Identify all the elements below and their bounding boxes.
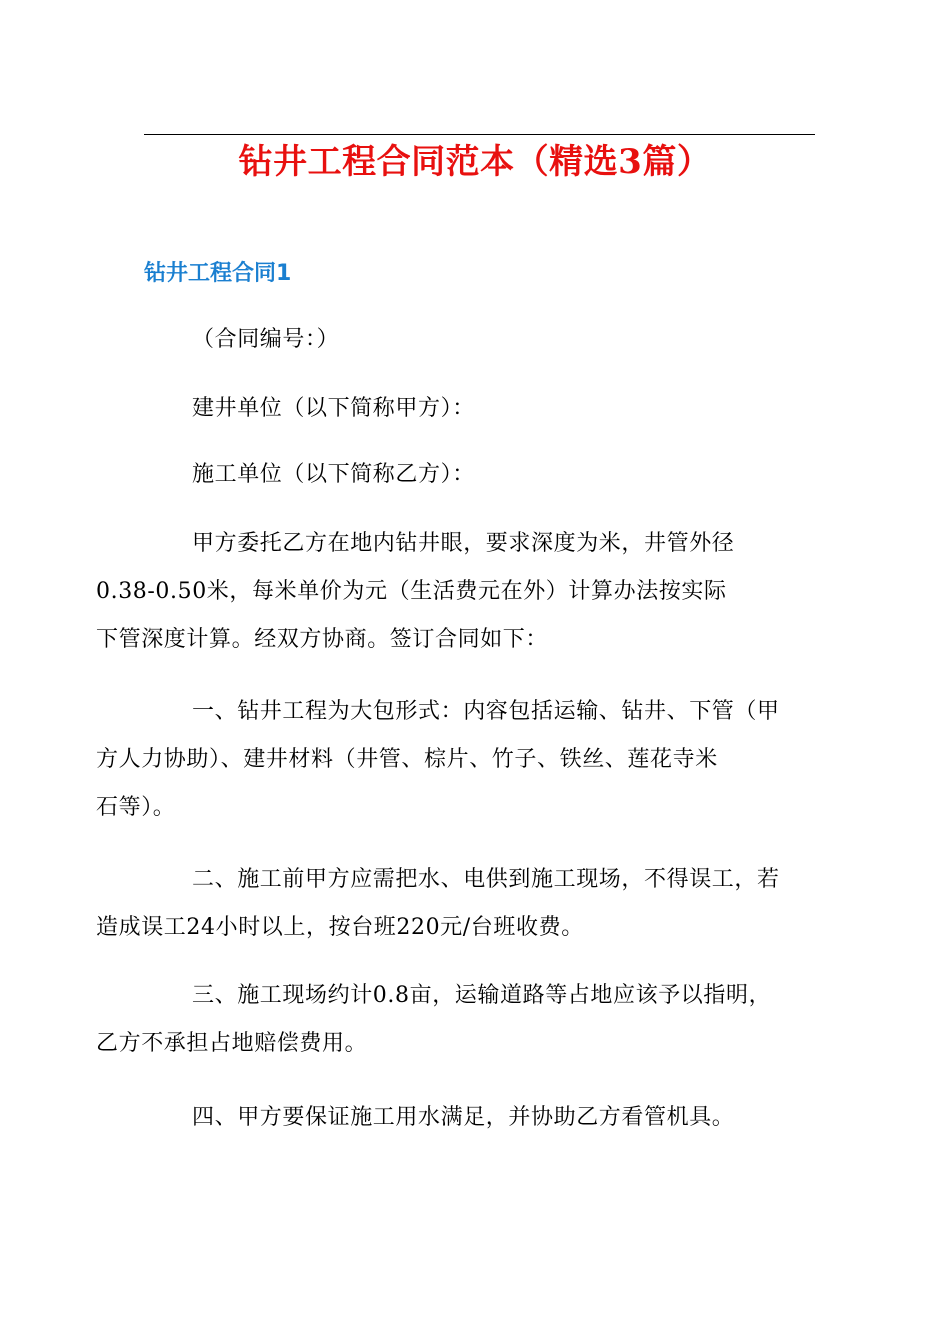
paragraph-clause-1: [96, 688, 804, 832]
paragraph-contract-number: [144, 316, 804, 364]
header-rule: [144, 134, 815, 135]
paragraph-clause-3: [96, 972, 804, 1068]
paragraph-line: 甲方委托乙方在地内钻井眼，要求深度为米，井管外径: [192, 531, 735, 556]
paragraph-line: 下管深度计算。经双方协商。签订合同如下：: [96, 627, 549, 652]
paragraph-clause-4: [144, 1094, 804, 1142]
paragraph-line: 四、甲方要保证施工用水满足，并协助乙方看管机具。: [192, 1105, 735, 1130]
paragraph-party-a: [144, 385, 804, 433]
paragraph-line: 方人力协助）、建井材料（井管、棕片、竹子、铁丝、莲花寺米: [96, 747, 718, 772]
paragraph-line: 乙方不承担占地赔偿费用。: [96, 1031, 368, 1056]
paragraph-party-b: [144, 451, 804, 499]
paragraph-clause-2: [96, 856, 804, 952]
document-title: 钻井工程合同范本（精选3篇）: [238, 142, 712, 182]
paragraph-line: 建井单位（以下简称甲方）：: [192, 396, 475, 421]
paragraph-line: 一、钻井工程为大包形式：内容包括运输、钻井、下管（甲: [192, 699, 780, 724]
paragraph-line: 0.38-0.50米，每米单价为元（生活费元在外）计算办法按实际: [96, 579, 727, 604]
paragraph-line: 石等）。: [96, 795, 176, 820]
section-heading: 钻井工程合同1: [144, 261, 292, 286]
paragraph-line: 施工单位（以下简称乙方）：: [192, 462, 475, 487]
paragraph-line: 三、施工现场约计0.8亩，运输道路等占地应该予以指明，: [192, 983, 772, 1008]
paragraph-commission: [96, 520, 804, 664]
paragraph-line: 造成误工24小时以上，按台班220元/台班收费。: [96, 915, 584, 940]
paragraph-line: （合同编号：）: [192, 327, 340, 352]
paragraph-line: 二、施工前甲方应需把水、电供到施工现场，不得误工，若: [192, 867, 780, 892]
